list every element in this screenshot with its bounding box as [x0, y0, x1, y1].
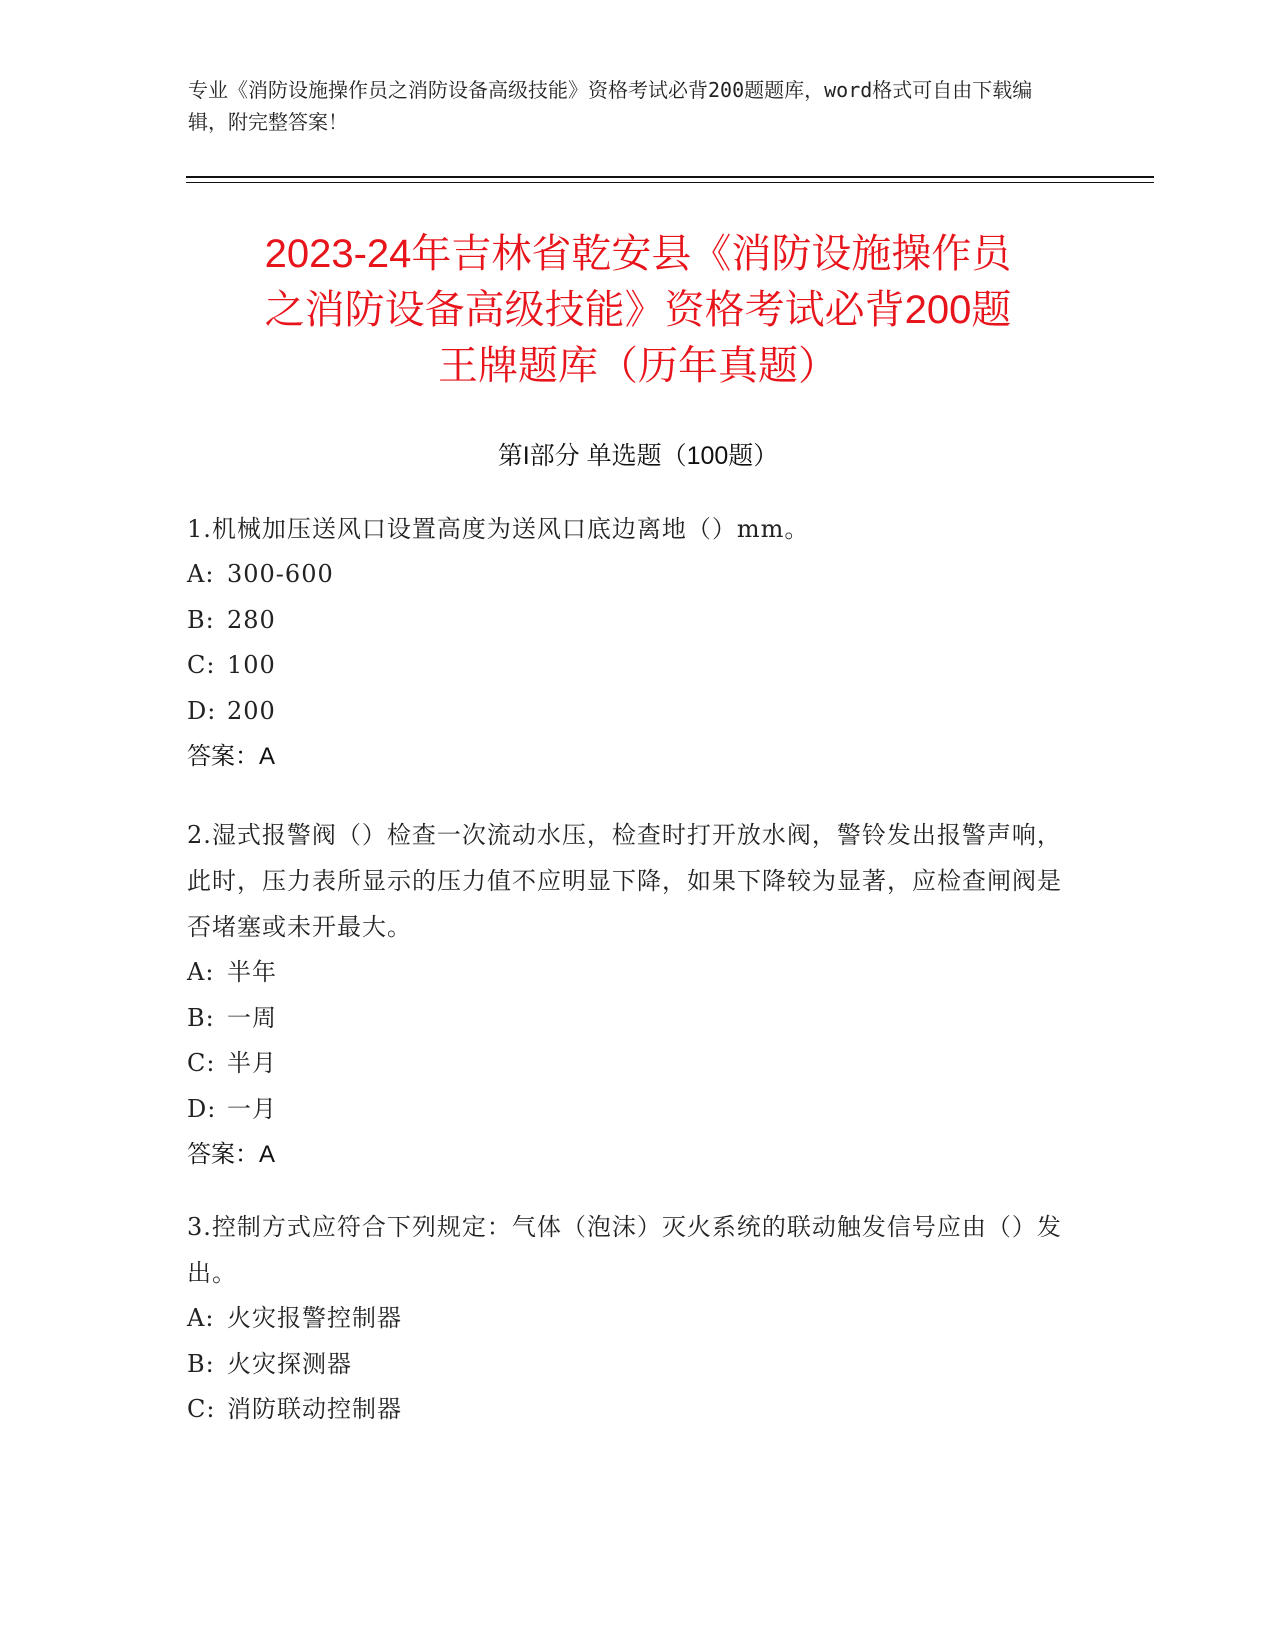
option-label: C:	[187, 651, 216, 679]
question-stem: 2.湿式报警阀（）检查一次流动水压，检查时打开放水阀，警铃发出报警声响，此时，压力表所显示的压力值不应明显下降，如果下降较为显著，应检查闸阀是否堵塞或未开最大。	[187, 821, 1062, 941]
option-text: 200	[227, 696, 276, 725]
option-text: 火灾报警控制器	[227, 1304, 402, 1332]
question-option	[187, 950, 1067, 996]
option-label: A:	[187, 1304, 215, 1332]
option-label: D:	[187, 1094, 217, 1123]
question-option	[187, 643, 1067, 689]
header-divider-thin	[186, 182, 1154, 183]
question-option	[187, 1041, 1067, 1087]
question-item	[187, 812, 1067, 1177]
document-title	[186, 226, 1090, 394]
question-stem: 3.控制方式应符合下列规定：气体（泡沫）灭火系统的联动触发信号应由（）发出。	[187, 1213, 1062, 1287]
option-label: B:	[187, 1003, 215, 1032]
option-text: 一月	[227, 1094, 277, 1123]
option-label: D:	[187, 696, 217, 725]
option-text: 一周	[227, 1003, 277, 1032]
option-label: B:	[187, 605, 215, 634]
question-item	[187, 506, 1067, 779]
section-title: 第I部分 单选题（100题）	[497, 442, 779, 470]
question-option	[187, 689, 1067, 735]
option-text: 280	[227, 605, 276, 634]
answer-label: 答案：	[187, 1141, 259, 1168]
answer-label: 答案：	[187, 743, 259, 770]
question-option	[187, 552, 1067, 598]
question-option	[187, 1087, 1067, 1133]
answer-value: A	[259, 1141, 276, 1168]
title-line: 王牌题库（历年真题）	[438, 344, 838, 388]
question-option	[187, 1387, 1067, 1433]
option-text: 火灾探测器	[227, 1349, 352, 1378]
option-text: 消防联动控制器	[227, 1395, 402, 1423]
question-stem: 1.机械加压送风口设置高度为送风口底边离地（）mm。	[187, 515, 810, 543]
option-label: B:	[187, 1349, 215, 1378]
option-label: C:	[187, 1049, 216, 1077]
answer-value: A	[259, 743, 276, 770]
header-note: 专业《消防设施操作员之消防设备高级技能》资格考试必背200题题库，word格式可自由下载编辑，附完整答案！	[188, 78, 1033, 134]
option-text: 100	[227, 651, 276, 679]
question-option	[187, 1296, 1067, 1342]
option-text: 半月	[227, 1049, 277, 1077]
answer-line	[187, 734, 1067, 779]
question-option	[187, 996, 1067, 1042]
option-text: 300-600	[227, 560, 334, 588]
answer-line	[187, 1132, 1067, 1177]
question-item	[187, 1204, 1067, 1433]
header-divider-thick	[186, 176, 1154, 178]
option-label: A:	[187, 560, 215, 588]
question-option	[187, 1342, 1067, 1388]
option-label: C:	[187, 1395, 216, 1423]
title-line: 2023-24年吉林省乾安县《消防设施操作员	[264, 232, 1012, 276]
question-option	[187, 598, 1067, 644]
option-label: A:	[187, 958, 215, 986]
option-text: 半年	[227, 958, 277, 986]
title-line: 之消防设备高级技能》资格考试必背200题	[264, 288, 1012, 332]
